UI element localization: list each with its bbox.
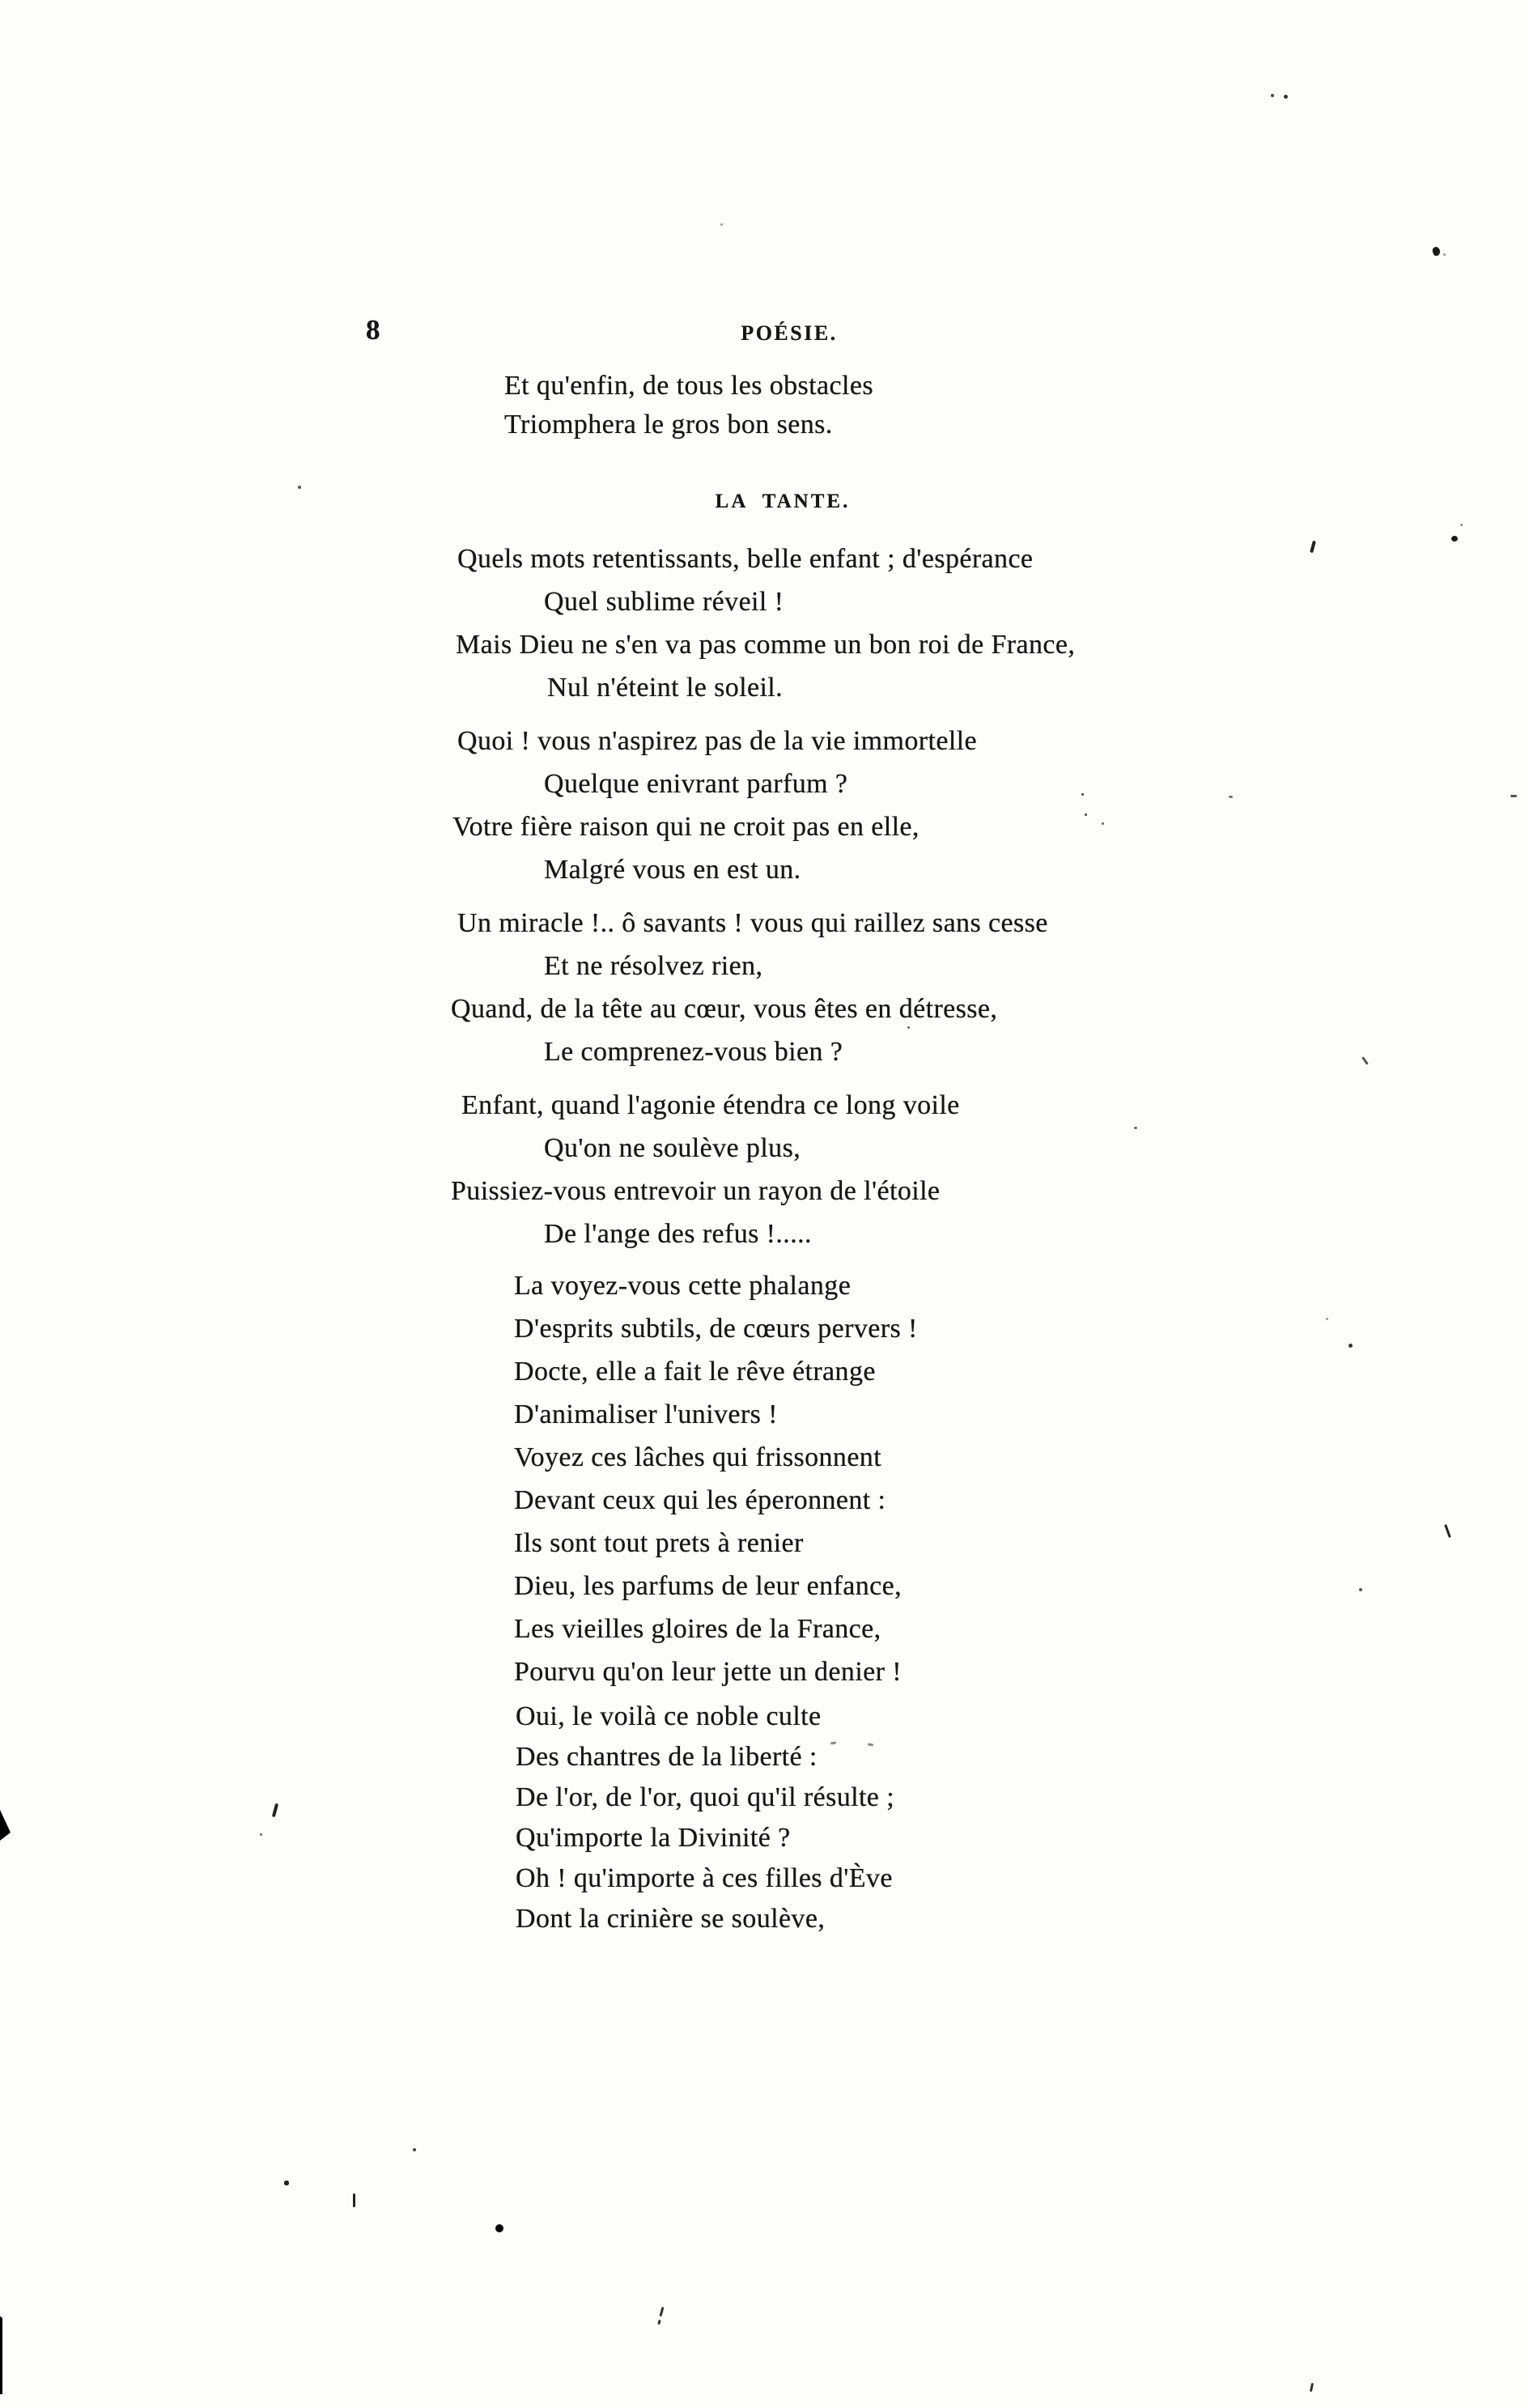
ink-speck [1431,246,1441,257]
ink-speck [353,2194,355,2207]
ink-speck [1284,95,1288,99]
ink-speck [272,1803,278,1817]
ink-speck [1361,1056,1369,1065]
ink-speck [1443,253,1446,256]
poem-line: Qu'on ne soulève plus, [544,1133,801,1163]
poem-line: Des chantres de la liberté : [516,1742,818,1772]
poem-line: Quand, de la tête au cœur, vous êtes en détresse, [451,994,998,1024]
ink-speck [1444,1524,1451,1538]
poem-line: Les vieilles gloires de la France, [514,1614,881,1644]
poem-line: Dieu, les parfums de leur enfance, [514,1571,903,1601]
poem-line: Quel sublime réveil ! [544,587,784,617]
ink-speck [495,2224,503,2232]
ink-speck [720,223,723,226]
poem-line: Et qu'enfin, de tous les obstacles [504,371,873,401]
ink-speck [657,2320,660,2325]
ink-speck [1134,1127,1137,1129]
poem-line: Nul n'éteint le soleil. [547,673,784,703]
poem-line: Oh ! qu'importe à ces filles d'Ève [516,1863,893,1893]
poem-line: Votre fière raison qui ne croit pas en elle, [452,812,920,842]
poem-line: Voyez ces lâches qui frissonnent [514,1442,882,1472]
poem-line: Pourvu qu'on leur jette un denier ! [514,1657,903,1687]
ink-speck [1229,796,1233,798]
page-number: 8 [366,314,380,346]
poem-line: Malgré vous en est un. [544,855,801,885]
ink-speck [1359,1588,1362,1591]
ink-speck [1310,2383,1314,2392]
page-edge-mark [0,1810,11,1841]
ink-speck [1310,541,1316,554]
poem-line: Quels mots retentissants, belle enfant ; d'espérance [457,544,1034,574]
poem-line: D'animaliser l'univers ! [514,1399,778,1429]
ink-speck [1348,1344,1353,1348]
poem-line: Ils sont tout prets à renier [514,1528,804,1558]
ink-speck [907,1026,910,1029]
section-heading: LA TANTE. [715,491,851,512]
poem-line: De l'or, de l'or, quoi qu'il résulte ; [516,1782,895,1812]
ink-speck [413,2148,416,2151]
poem-line: Un miracle !.. ô savants ! vous qui raillez sans cesse [457,908,1048,938]
poem-line: Quoi ! vous n'aspirez pas de la vie immortelle [457,726,978,756]
poem-line: Triomphera le gros bon sens. [504,410,833,440]
poem-line: Qu'importe la Divinité ? [516,1823,791,1853]
ink-speck [1460,524,1463,526]
ink-speck [1451,536,1458,541]
ink-speck [1102,822,1104,825]
ink-speck [830,1741,836,1744]
poem-line: Devant ceux qui les éperonnent : [514,1485,886,1515]
poem-line: La voyez-vous cette phalange [514,1271,852,1301]
poem-line: Puissiez-vous entrevoir un rayon de l'étoile [451,1176,941,1206]
ink-speck [1271,94,1274,97]
poem-line: Le comprenez-vous bien ? [544,1037,843,1067]
poem-line: Docte, elle a fait le rêve étrange [514,1357,876,1387]
ink-speck [1085,813,1087,816]
ink-speck [1081,793,1084,796]
poem-line: Enfant, quand l'agonie étendra ce long voile [461,1090,960,1120]
poem-line: Oui, le voilà ce noble culte [516,1701,822,1731]
poem-line: Dont la crinière se soulève, [516,1904,826,1934]
poem-line: Mais Dieu ne s'en va pas comme un bon roi de France, [456,630,1076,660]
ink-speck [868,1743,873,1746]
page-edge-mark [0,2317,2,2394]
poem-line: Et ne résolvez rien, [544,951,763,981]
ink-speck [260,1833,262,1836]
poem-line: De l'ange des refus !..... [544,1219,812,1249]
ink-speck [1326,1318,1328,1320]
ink-speck [1510,795,1517,797]
poem-line: Quelque enivrant parfum ? [544,769,848,799]
ink-speck [298,486,301,489]
running-head: POÉSIE. [741,321,838,345]
ink-speck [659,2307,664,2317]
poem-line: D'esprits subtils, de cœurs pervers ! [514,1314,918,1344]
ink-speck [284,2181,289,2185]
